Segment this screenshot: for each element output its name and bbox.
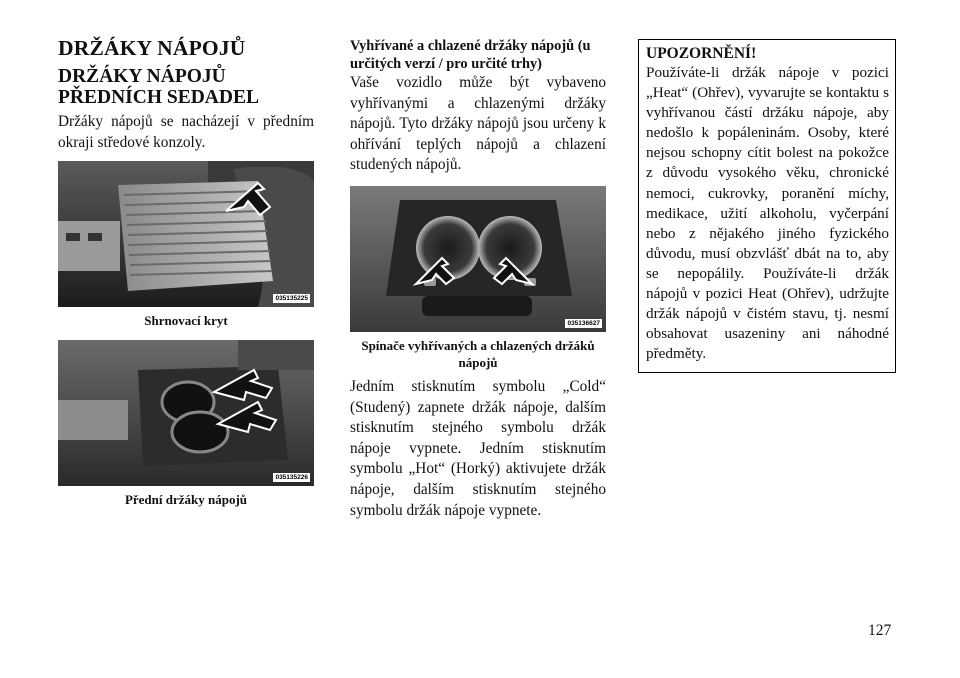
- warning-text: Používáte-li držák nápoje v pozici „Heat“ (Ohřev), vyvarujte se kontaktu s vyhřívanou částí držáku nápoje, aby nedošlo k popáleninám. Osoby, které nejsou schopny cítit bolest na pokožce z důvodu vysokého věku, chronické nemoci, cukrovky, poranění míchy, medikace, užití alkoholu, vyčerpání nebo z nějakého jiného fyzického důvodu, musí obzvlášť dbát na to, aby se nepopálily. Používáte-li držák nápojů v pozici Heat (Ohřev), udržujte držák nápojů v čistém stavu, tj. nesmí obsahovat usazeniny ani náhodné předměty.: [646, 64, 889, 363]
- roll-cover-photo: [58, 161, 314, 307]
- heated-section-text-1: Vaše vozidlo může být vybaveno vyhřívanými a chlazenými držáky nápojů. Tyto držáky nápojů jsou určeny k ohřívání teplých nápojů a chlazení studených nápojů.: [350, 74, 606, 174]
- column-left: [58, 36, 314, 508]
- figure-front-cupholders: [58, 340, 314, 486]
- figure-caption: Shrnovací kryt: [144, 313, 228, 329]
- figure-roll-cover: [58, 161, 314, 307]
- figure-code: 035135226: [275, 474, 308, 482]
- front-section-title: DRŽÁKY NÁPOJŮ PŘEDNÍCH SEDADEL: [58, 66, 259, 108]
- column-middle: [350, 37, 606, 521]
- figure-code: 035136627: [567, 319, 600, 327]
- front-cupholders-photo: [58, 340, 314, 486]
- heated-section-title: Vyhřívané a chlazené držáky nápojů (u určitých verzí / pro určité trhy): [350, 38, 591, 72]
- front-section-text: Držáky nápojů se nacházejí v předním okraji středové konzoly.: [58, 113, 314, 151]
- page-number: 127: [868, 622, 892, 639]
- page-heading: DRŽÁKY NÁPOJŮ: [58, 36, 246, 60]
- heated-switches-photo: [350, 186, 606, 332]
- heated-section-text-2: Jedním stisknutím symbolu „Cold“ (Studený) zapnete držák nápoje, dalším stisknutím stejného symbolu držák nápoje vypnete. Jedním stisknutím symbolu „Hot“ (Horký) aktivujete držák nápoje, dalším stisknutím stejného symbolu držák nápoje vypnete.: [350, 377, 606, 519]
- column-right: [638, 39, 896, 373]
- figure-caption: Přední držáky nápojů: [124, 492, 248, 508]
- figure-code: 035135225: [275, 295, 308, 303]
- warning-title: UPOZORNĚNÍ!: [646, 45, 757, 62]
- figure-caption: Spínače vyhřívaných a chlazených držáků nápojů: [361, 337, 595, 370]
- figure-heated-switches: [350, 186, 606, 332]
- warning-box: [638, 39, 896, 373]
